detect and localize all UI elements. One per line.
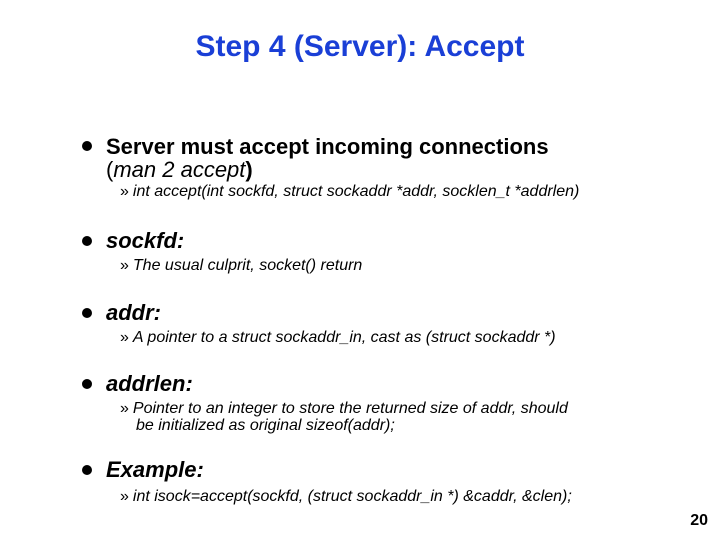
page-number: 20 [690,512,708,529]
bullet-2-sub-1 [120,257,362,274]
bullet-1-text [106,135,549,181]
bullet-icon [82,308,92,318]
sub-marker: » [120,183,129,200]
sub-marker: » [120,488,129,505]
sub-text: int isock=accept(sockfd, (struct sockaddr_in *) &caddr, &clen); [132,488,572,505]
bullet-4-text [106,372,193,395]
sub-text: Pointer to an integer to store the returned size of addr, should [132,400,568,417]
bullet-icon [82,236,92,246]
sub-marker: » [120,400,129,417]
bullet-2-text [106,229,184,252]
bullet-1-line2 [106,158,549,181]
bullet-4-sub-2 [136,417,395,434]
bullet-4-label: addrlen: [106,371,193,396]
bullet-icon [82,465,92,475]
bullet-5-sub-1 [120,488,572,505]
sub-text: int accept(int sockfd, struct sockaddr *addr, socklen_t *addrlen) [132,183,580,200]
bullet-5-text [106,458,204,481]
sub-text: The usual culprit, socket() return [132,257,363,274]
bullet-3-sub-1 [120,329,556,346]
bullet-3-label: addr: [106,300,161,325]
bullet-5-label: Example: [106,457,204,482]
bullet-1-paren-open: ( [106,157,114,182]
bullet-icon [82,141,92,151]
bullet-1-paren-close: ) [245,157,253,182]
bullet-3-text [106,301,161,324]
sub-marker: » [120,257,129,274]
bullet-1-line1: Server must accept incoming connections [106,134,549,159]
bullet-2-label: sockfd: [106,228,185,253]
slide-title: Step 4 (Server): Accept [195,30,525,63]
bullet-1-man-ref: man 2 accept [113,157,246,182]
sub-text: be initialized as original sizeof(addr); [136,417,395,434]
bullet-icon [82,379,92,389]
bullet-4-sub-1 [120,400,568,417]
sub-text: A pointer to a struct sockaddr_in, cast as (struct sockaddr *) [132,329,556,346]
bullet-1-sub-1 [120,183,579,200]
sub-marker: » [120,329,129,346]
